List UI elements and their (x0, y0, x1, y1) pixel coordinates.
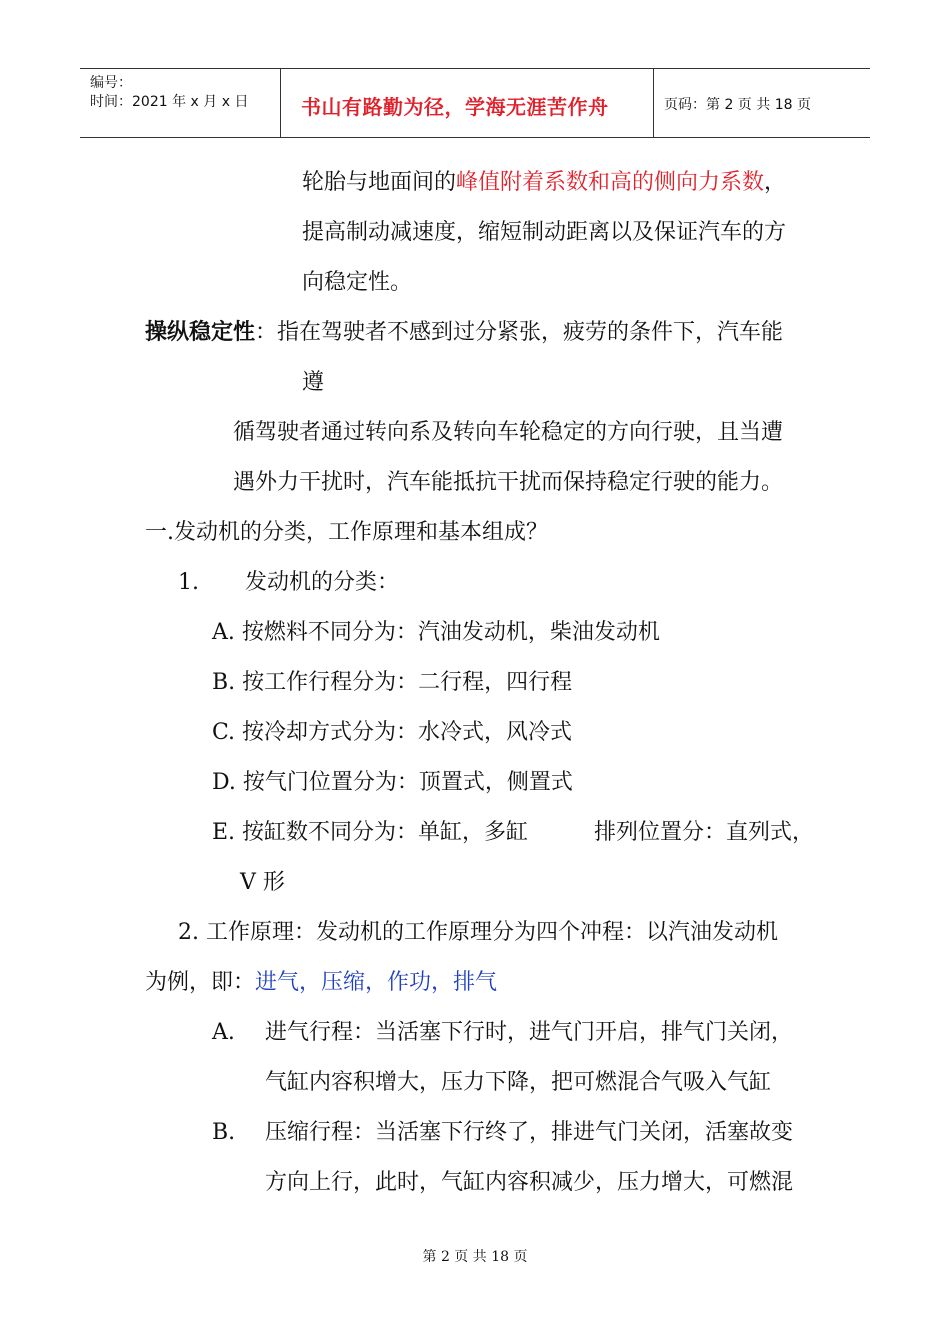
list-number-1: 1. (178, 570, 199, 595)
section-heading: 一.发动机的分类，工作原理和基本组成？ (145, 520, 548, 545)
text-segment: 为例，即： (145, 970, 256, 995)
subheading-classification: 发动机的分类： (245, 570, 400, 595)
highlight-blue: 进气，压缩，作功，排气 (255, 970, 498, 995)
header-page-cell (654, 69, 870, 137)
principle-line: 2. 工作原理：发动机的工作原理分为四个冲程：以汽油发动机 (178, 920, 778, 945)
stroke-letter-b: B. (212, 1120, 236, 1145)
page-footer: 第 2 页 共 18 页 (422, 1249, 528, 1265)
header-meta-cell (80, 69, 281, 137)
compression-stroke-line-2: 方向上行，此时，气缸内容积减少，压力增大，可燃混 (265, 1170, 794, 1195)
text-segment: 轮胎与地面间的 (302, 170, 457, 195)
text-line-3: 向稳定性。 (302, 270, 413, 295)
list-item-b: B. 按工作行程分为：二行程，四行程 (212, 670, 573, 695)
highlight-red: 峰值附着系数和高的侧向力系数 (456, 170, 765, 195)
text-segment: ， (764, 170, 787, 195)
list-item-a: A. 按燃料不同分为：汽油发动机，柴油发动机 (212, 620, 660, 645)
page-info: 页码：第 2 页 共 18 页 (664, 97, 811, 113)
header-motto-cell (281, 69, 654, 137)
stroke-letter-a: A. (212, 1020, 235, 1045)
compression-stroke-line: 压缩行程：当活塞下行终了，排进气门关闭，活塞故变 (265, 1120, 794, 1145)
principle-line-2 (145, 968, 497, 998)
list-item-d: D. 按气门位置分为：顶置式，侧置式 (212, 770, 573, 795)
text-segment: ：指在驾驶者不感到过分紧张，疲劳的条件下，汽车能 (255, 320, 784, 345)
list-item-e: E. 按缸数不同分为：单缸，多缸 (212, 820, 529, 845)
page-header (80, 68, 870, 138)
intake-stroke-line: 进气行程：当活塞下行时，进气门开启，排气门关闭， (265, 1020, 794, 1045)
text-line-7: 遇外力干扰时，汽车能抵抗干扰而保持稳定行驶的能力。 (233, 470, 784, 495)
motto: 书山有路勤为径，学海无涯苦作舟 (301, 95, 609, 119)
text-line-6: 循驾驶者通过转向系及转向车轮稳定的方向行驶，且当遭 (233, 420, 784, 445)
text-line-2: 提高制动减速度，缩短制动距离以及保证汽车的方 (302, 220, 787, 245)
term-bold: 操纵稳定性 (145, 320, 256, 345)
list-item-e-cont: 排列位置分：直列式， (594, 820, 815, 845)
list-item-e-wrap: V 形 (240, 870, 285, 895)
date-label: 时间：2021 年 x 月 x 日 (90, 94, 249, 110)
list-item-c: C. 按冷却方式分为：水冷式，风冷式 (212, 720, 573, 745)
number-label: 编号： (90, 75, 132, 91)
text-line-5: 遵 (302, 370, 325, 395)
intake-stroke-line-2: 气缸内容积增大，压力下降，把可燃混合气吸入气缸 (265, 1070, 772, 1095)
definition-line (145, 318, 783, 348)
text-line-1 (302, 168, 786, 198)
